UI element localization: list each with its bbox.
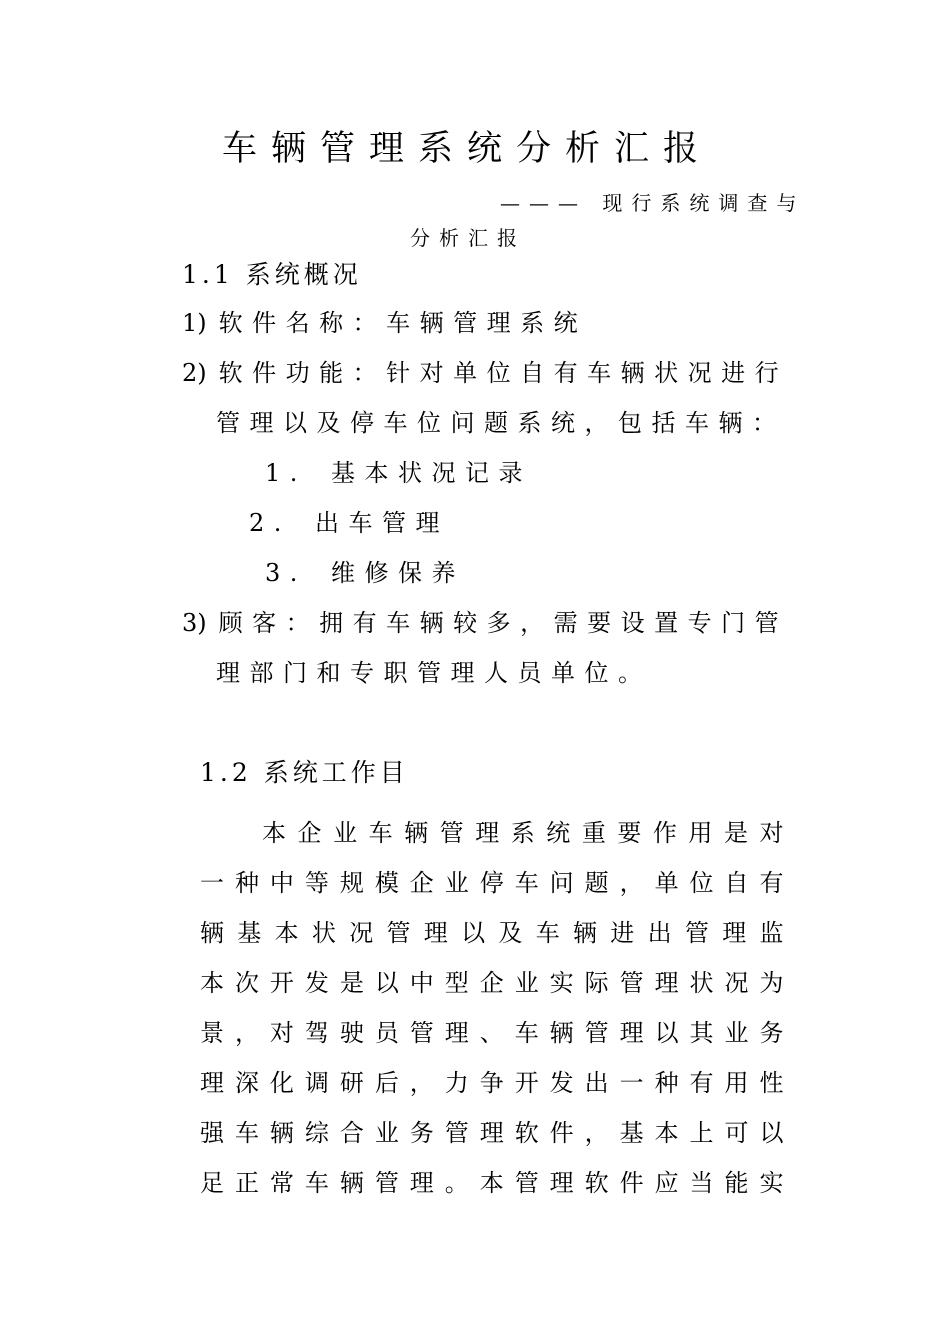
sub-list-item — [265, 461, 532, 485]
paragraph-line: 景，对驾驶员管理、车辆管理以其业务 — [200, 1019, 793, 1047]
sub-list-item — [249, 511, 449, 535]
sub-list-number: 1. — [265, 459, 307, 487]
list-item-text: 软件名称：车辆管理系统 — [218, 309, 588, 337]
section-2-paragraph — [200, 808, 793, 1208]
list-item-number: 2) — [182, 359, 207, 387]
sub-list-number: 2. — [249, 509, 291, 537]
sub-list-text: 基本状况记录 — [331, 459, 532, 487]
list-item-software-name — [182, 311, 587, 335]
paragraph-line: 一种中等规模企业停车问题，单位自有 — [200, 869, 793, 897]
section-heading-1-2: 1.2 系统工作目 — [200, 758, 409, 787]
sub-list-text: 出车管理 — [315, 509, 449, 537]
paragraph-line: 本次开发是以中型企业实际管理状况为 — [200, 969, 793, 997]
list-item-text: 顾客：拥有车辆较多，需要设置专门管 — [218, 609, 789, 637]
list-item-software-function — [182, 361, 788, 385]
list-item-number: 1) — [182, 309, 207, 337]
list-item-continuation: 管理以及停车位问题系统，包括车辆： — [216, 409, 786, 437]
document-subtitle-line2: 分析汇报 — [410, 226, 526, 250]
section-heading-1-1: 1.1 系统概况 — [182, 260, 362, 289]
sub-list-text: 维修保养 — [331, 559, 465, 587]
paragraph-line: 足正常车辆管理。本管理软件应当能实 — [200, 1169, 793, 1197]
paragraph-line: 辆基本状况管理以及车辆进出管理监 — [200, 919, 793, 947]
paragraph-line: 理深化调研后，力争开发出一种有用性 — [200, 1069, 793, 1097]
sub-list-number: 3. — [265, 559, 307, 587]
list-item-number: 3) — [182, 609, 207, 637]
sub-list-item — [265, 561, 465, 585]
document-subtitle-line1: ——— 现行系统调查与 — [500, 191, 806, 215]
list-item-text: 软件功能：针对单位自有车辆状况进行 — [218, 359, 789, 387]
document-title: 车辆管理系统分析汇报 — [222, 129, 713, 169]
paragraph-line: 强车辆综合业务管理软件，基本上可以 — [200, 1119, 793, 1147]
list-item-customer — [182, 611, 788, 635]
paragraph-line: 本企业车辆管理系统重要作用是对 — [262, 819, 793, 847]
list-item-continuation: 理部门和专职管理人员单位。 — [216, 659, 652, 687]
